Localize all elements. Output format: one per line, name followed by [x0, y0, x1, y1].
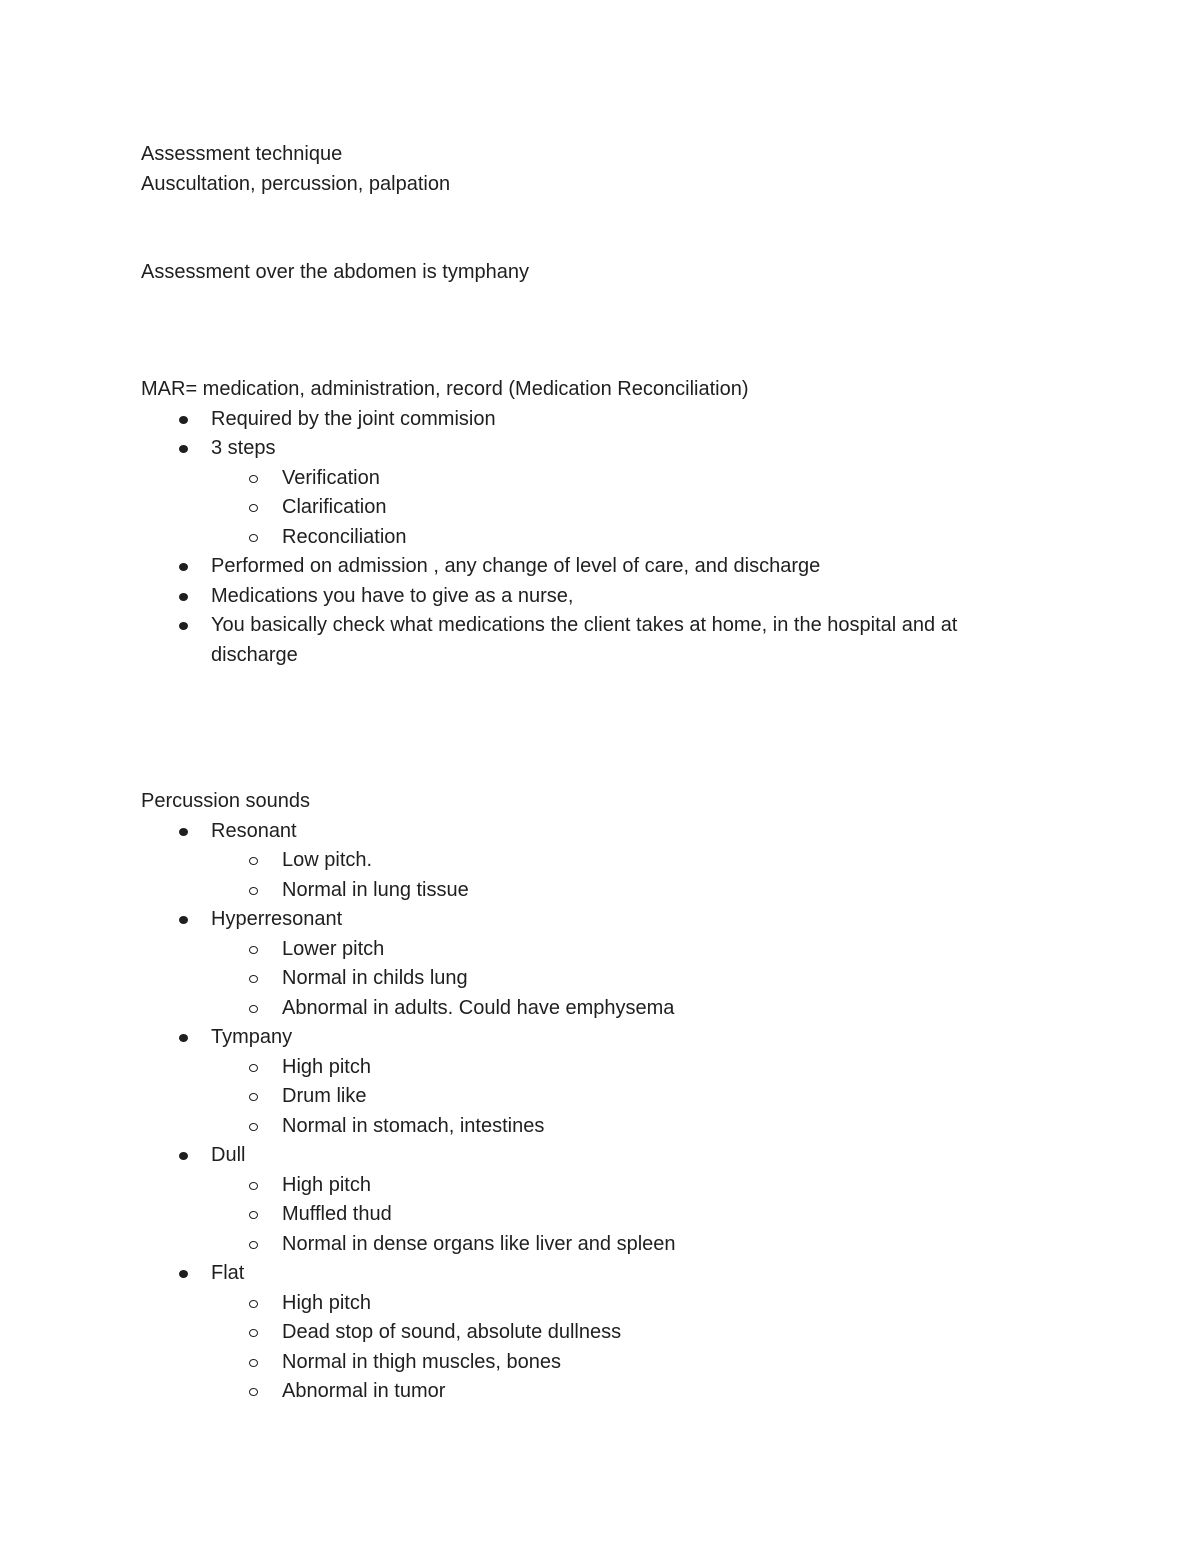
sub-list-item: [141, 1112, 1041, 1142]
circle-bullet-icon: [249, 946, 258, 954]
bullet-icon: [179, 563, 188, 571]
bullet-icon: [179, 1152, 188, 1160]
sub-list-item: [141, 493, 1041, 523]
sub-list-item-text: Normal in stomach, intestines: [282, 1114, 545, 1137]
sub-list-item: [141, 1171, 1041, 1201]
sub-list-item: [141, 846, 1041, 876]
list-item-text: Tympany: [211, 1026, 293, 1048]
sub-list-item: [141, 994, 1041, 1024]
list-item-text: Hyperresonant: [211, 908, 343, 930]
sub-list-item-text: High pitch: [282, 1055, 371, 1078]
list-item-text: Performed on admission , any change of level of care, and discharge: [211, 555, 821, 577]
sub-list-item: [141, 1318, 1041, 1348]
sub-list: [141, 1053, 1041, 1142]
technique-section: [141, 140, 1041, 199]
sub-list-item-text: Normal in thigh muscles, bones: [282, 1350, 562, 1373]
sub-list-item-text: Lower pitch: [282, 937, 385, 960]
percussion-heading: Percussion sounds: [141, 790, 310, 812]
list-item-text: You basically check what medications the client takes at home, in the hospital and at discharge: [211, 614, 958, 666]
sub-list-item: [141, 1200, 1041, 1230]
sub-list-item: [141, 876, 1041, 906]
list-item-text: Required by the joint commision: [211, 407, 496, 430]
sub-list-item-text: High pitch: [282, 1291, 371, 1314]
list-item: [141, 817, 1041, 906]
percussion-list: [141, 817, 1041, 1407]
sub-list-item-text: Abnormal in adults. Could have emphysema: [282, 996, 675, 1019]
circle-bullet-icon: [249, 1093, 258, 1101]
circle-bullet-icon: [249, 887, 258, 895]
circle-bullet-icon: [249, 1241, 258, 1249]
circle-bullet-icon: [249, 975, 258, 983]
bullet-icon: [179, 1034, 188, 1042]
sub-list-item: [141, 523, 1041, 553]
list-item: [141, 905, 1041, 1023]
sub-list-item: [141, 935, 1041, 965]
sub-list-item-text: Normal in childs lung: [282, 967, 468, 989]
sub-list-item-text: Reconciliation: [282, 525, 407, 548]
technique-title: Assessment technique: [141, 143, 343, 165]
circle-bullet-icon: [249, 1005, 258, 1013]
circle-bullet-icon: [249, 1182, 258, 1190]
sub-list-item-text: Clarification: [282, 496, 387, 518]
sub-list-item-text: Dead stop of sound, absolute dullness: [282, 1321, 622, 1343]
bullet-icon: [179, 622, 188, 630]
sub-list-item: [141, 464, 1041, 494]
bullet-icon: [179, 593, 188, 601]
sub-list-item: [141, 1082, 1041, 1112]
abdomen-section: [141, 258, 1041, 288]
circle-bullet-icon: [249, 475, 258, 483]
abdomen-text: Assessment over the abdomen is tymphany: [141, 261, 529, 283]
list-item: [141, 582, 1041, 612]
list-item: [141, 434, 1041, 552]
list-item-text: Dull: [211, 1144, 246, 1166]
bullet-icon: [179, 916, 188, 924]
sub-list-item: [141, 1230, 1041, 1260]
circle-bullet-icon: [249, 534, 258, 542]
bullet-icon: [179, 416, 188, 424]
sub-list: [141, 1289, 1041, 1407]
sub-list-item: [141, 1289, 1041, 1319]
sub-list-item-text: Normal in lung tissue: [282, 878, 469, 901]
circle-bullet-icon: [249, 1123, 258, 1131]
bullet-icon: [179, 828, 188, 836]
circle-bullet-icon: [249, 1329, 258, 1337]
technique-list-text: Auscultation, percussion, palpation: [141, 172, 451, 195]
list-item: [141, 611, 1041, 670]
sub-list-item-text: Normal in dense organs like liver and spleen: [282, 1232, 676, 1255]
circle-bullet-icon: [249, 1211, 258, 1219]
sub-list-item: [141, 1053, 1041, 1083]
circle-bullet-icon: [249, 1064, 258, 1072]
list-item-text: Resonant: [211, 819, 297, 842]
list-item: [141, 552, 1041, 582]
list-item: [141, 1141, 1041, 1259]
circle-bullet-icon: [249, 504, 258, 512]
sub-list-item: [141, 964, 1041, 994]
list-item-text: Medications you have to give as a nurse,: [211, 584, 574, 607]
mar-heading: MAR= medication, administration, record (Medication Reconciliation): [141, 378, 749, 400]
bullet-icon: [179, 445, 188, 453]
sub-list: [141, 935, 1041, 1024]
list-item: [141, 1023, 1041, 1141]
list-item-text: 3 steps: [211, 437, 276, 459]
sub-list-item-text: High pitch: [282, 1173, 371, 1196]
list-item-text: Flat: [211, 1262, 245, 1284]
sub-list: [141, 846, 1041, 905]
sub-list-item: [141, 1348, 1041, 1378]
sub-list-item-text: Abnormal in tumor: [282, 1380, 446, 1402]
sub-list-item: [141, 1377, 1041, 1407]
mar-section: [141, 375, 1041, 670]
sub-list: [141, 1171, 1041, 1260]
sub-list: [141, 464, 1041, 553]
list-item: [141, 405, 1041, 435]
sub-list-item-text: Drum like: [282, 1085, 367, 1107]
sub-list-item-text: Muffled thud: [282, 1203, 392, 1225]
circle-bullet-icon: [249, 1388, 258, 1396]
percussion-section: [141, 787, 1041, 1407]
circle-bullet-icon: [249, 857, 258, 865]
circle-bullet-icon: [249, 1359, 258, 1367]
sub-list-item-text: Low pitch.: [282, 849, 373, 871]
list-item: [141, 1259, 1041, 1407]
sub-list-item-text: Verification: [282, 466, 380, 489]
mar-list: [141, 405, 1041, 671]
bullet-icon: [179, 1270, 188, 1278]
circle-bullet-icon: [249, 1300, 258, 1308]
